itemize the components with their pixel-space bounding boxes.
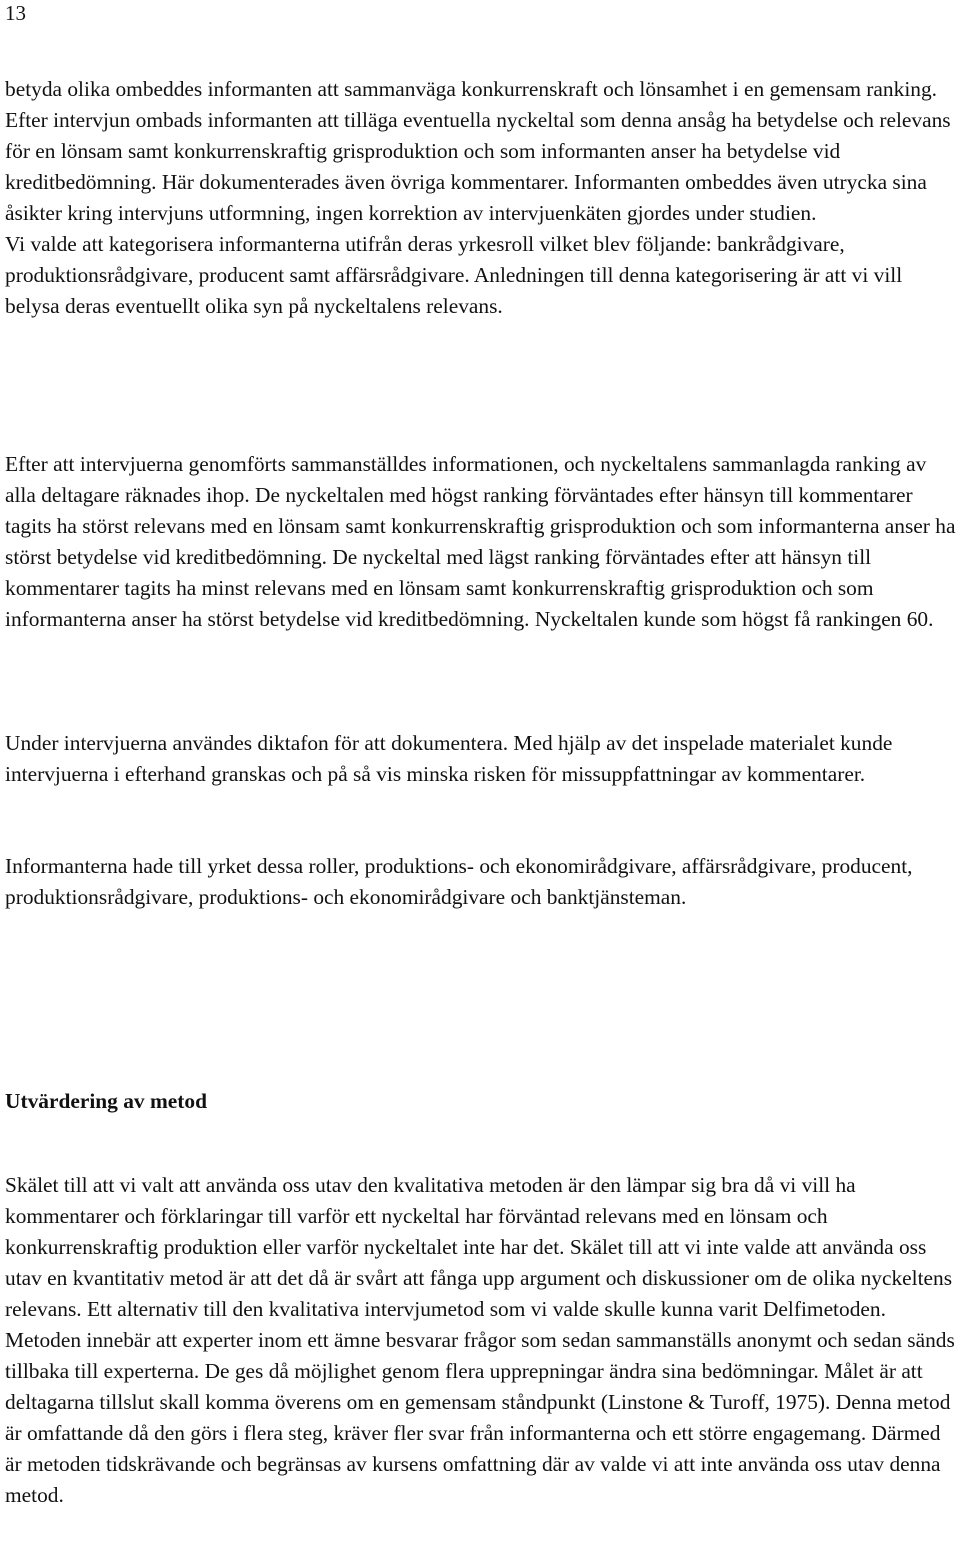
- paragraph-categorisation: Vi valde att kategorisera informanterna utifrån deras yrkesroll vilket blev följande: bankrådgivare, produktionsrådgivare, producent samt affärsrådgivare. Anledningen till denna kategorisering är att vi vill belysa deras eventuellt olika syn på nyckeltalens relevans.: [5, 232, 903, 318]
- paragraph-method-evaluation: Skälet till att vi valt att använda oss utav den kvalitativa metoden är den lämpar sig bra då vi vill ha kommentarer och förklaringar till varför ett nyckeltal har förväntad relevans med en lönsam och konkurrenskraftig produktion eller varför nyckeltalet inte har det. Skälet till att vi inte valde att använda oss utav en kvantitativ metod är att det då är svårt att fånga upp argument och diskussioner om de olika nyckeltens relevans. Ett alternativ till den kvalitativa intervjumetod som vi valde skulle kunna varit Delfimetoden. Metoden innebär att experter inom ett ämne besvarar frågor som sedan sammanställs anonymt och sedan sänds tillbaka till experterna. De ges då möjlighet genom flera upprepningar ändra sina bedömningar. Målet är att deltagarna tillslut skall komma överens om en gemensam ståndpunkt (Linstone & Turoff, 1975). Denna metod är omfattande då den görs i flera steg, kräver fler svar från informanterna och ett större engagemang. Därmed är metoden tidskrävande och begränsas av kursens omfattning där av valde vi att inte använda oss utav denna metod.: [5, 1173, 955, 1507]
- paragraph-informant-roles: Informanterna hade till yrket dessa roller, produktions- och ekonomirådgivare, affärsrådgivare, producent, produktionsrådgivare, produktions- och ekonomirådgivare och banktjänsteman.: [5, 854, 913, 909]
- paragraph-block-ranking: [5, 449, 957, 635]
- paragraph-block-recording: [5, 728, 957, 790]
- paragraph-ranking-compilation: Efter att intervjuerna genomförts sammanställdes informationen, och nyckeltalens sammanlagda ranking av alla deltagare räknades ihop. De nyckeltalen med högst ranking förväntades efter hänsyn till kommentarer tagits ha störst relevans med en lönsam samt konkurrenskraftig grisproduktion och som informanterna anser ha störst betydelse vid kreditbedömning. De nyckeltal med lägst ranking förväntades efter att hänsyn till kommentarer tagits ha minst relevans med en lönsam samt konkurrenskraftig grisproduktion och som informanterna anser ha störst betydelse vid kreditbedömning. Nyckeltalen kunde som högst få rankingen 60.: [5, 452, 956, 631]
- paragraph-block-method-description: [5, 74, 957, 322]
- page-number: 13: [5, 1, 26, 25]
- paragraph-interview-procedure: betyda olika ombeddes informanten att sammanväga konkurrenskraft och lönsamhet i en gemensam ranking. Efter intervjun ombads informanten att tilläga eventuella nyckeltal som denna ansåg ha betydelse och relevans för en lönsam samt konkurrenskraftig grisproduktion och som informanten anser ha betydelse vid kreditbedömning. Här dokumenterades även övriga kommentarer. Informanten ombeddes även utrycka sina åsikter kring intervjuns utformning, ingen korrektion av intervjuenkäten gjordes under studien.: [5, 77, 951, 225]
- section-heading: Utvärdering av metod: [5, 1089, 207, 1113]
- paragraph-block-method-evaluation: [5, 1170, 957, 1511]
- paragraph-block-informant-roles: [5, 851, 957, 913]
- paragraph-dictaphone: Under intervjuerna användes diktafon för att dokumentera. Med hjälp av det inspelade materialet kunde intervjuerna i efterhand granskas och på så vis minska risken för missuppfattningar av kommentarer.: [5, 731, 893, 786]
